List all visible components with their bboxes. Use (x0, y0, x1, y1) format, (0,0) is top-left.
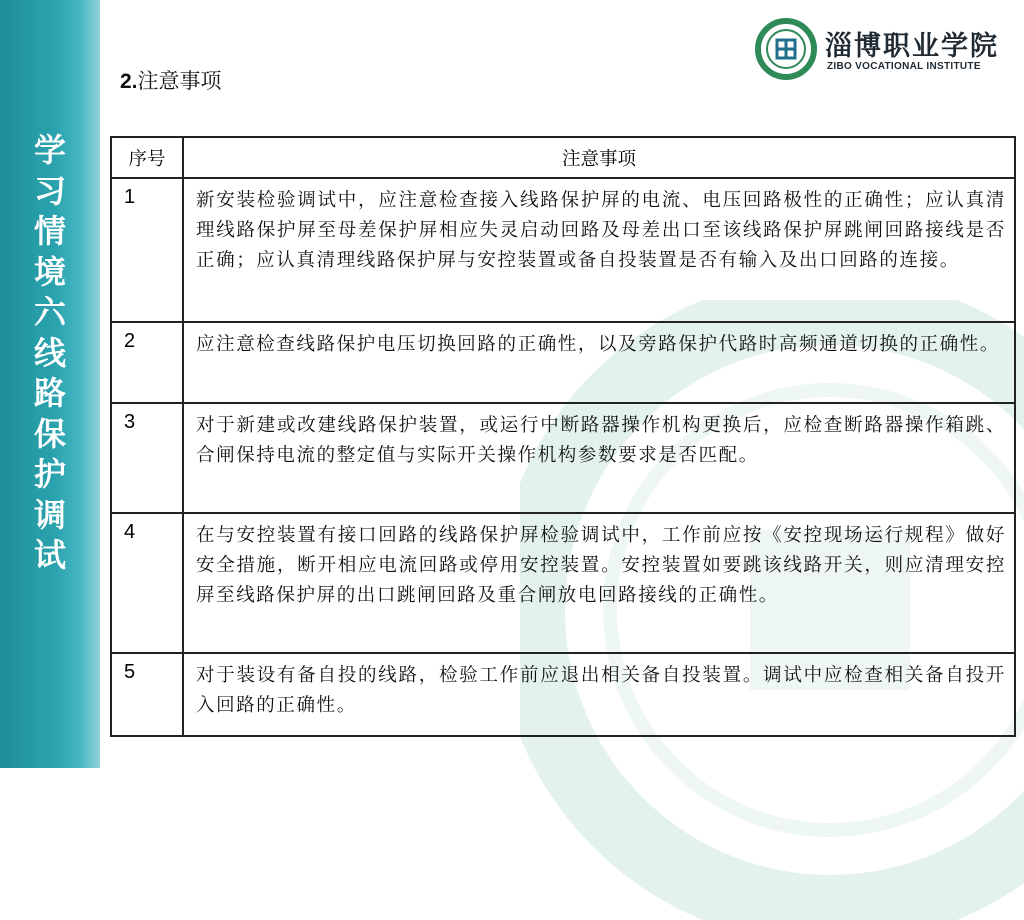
title-char: 试 (33, 536, 66, 574)
row-text: 在与安控装置有接口回路的线路保护屏检验调试中，工作前应按《安控现场运行规程》做好安全措施，断开相应电流回路或停用安控装置。安控装置如要跳该线路开关，则应清理安控屏至线路保护屏的出口跳闸回路及重合闸放电回路接线的正确性。 (183, 513, 1015, 653)
row-text: 应注意检查线路保护电压切换回路的正确性，以及旁路保护代路时高频通道切换的正确性。 (183, 322, 1015, 403)
school-emblem-icon (755, 18, 817, 80)
title-char: 情 (33, 212, 66, 250)
row-number: 2 (111, 322, 183, 403)
vertical-title (0, 130, 100, 576)
header-notes: 注意事项 (183, 137, 1015, 178)
notes-table (110, 136, 1016, 737)
row-text: 新安装检验调试中，应注意检查接入线路保护屏的电流、电压回路极性的正确性；应认真清理线路保护屏至母差保护屏相应失灵启动回路及母差出口至该线路保护屏跳闸回路接线是否正确；应认真清理线路保护屏与安控装置或备自投装置是否有输入及出口回路的连接。 (183, 178, 1015, 322)
row-number: 3 (111, 403, 183, 513)
table-row (111, 178, 1015, 322)
school-name-en: ZIBO VOCATIONAL INSTITUTE (827, 61, 981, 72)
section-heading (120, 65, 222, 95)
header-index: 序号 (111, 137, 183, 178)
section-number: 2. (120, 70, 138, 93)
title-char: 护 (33, 455, 66, 493)
section-title: 注意事项 (137, 69, 222, 93)
table-header-row (111, 137, 1015, 178)
table (110, 136, 1016, 737)
left-sidebar (0, 0, 100, 768)
row-number: 4 (111, 513, 183, 653)
table-row (111, 513, 1015, 653)
table-row (111, 653, 1015, 736)
title-char: 保 (33, 414, 66, 453)
title-char: 路 (33, 374, 66, 412)
title-char: 线 (33, 333, 66, 372)
row-number: 1 (111, 178, 183, 322)
title-char: 习 (33, 171, 66, 210)
row-text: 对于新建或改建线路保护装置，或运行中断路器操作机构更换后，应检查断路器操作箱跳、合闸保持电流的整定值与实际开关操作机构参数要求是否匹配。 (183, 403, 1015, 513)
title-char: 境 (33, 252, 66, 291)
row-number: 5 (111, 653, 183, 736)
title-char: 六 (33, 293, 66, 331)
school-logo (755, 18, 1015, 80)
title-char: 调 (33, 495, 66, 534)
school-name-cn: 淄博职业学院 (825, 31, 999, 62)
table-row (111, 322, 1015, 403)
table-row (111, 403, 1015, 513)
row-text: 对于装设有备自投的线路，检验工作前应退出相关备自投装置。调试中应检查相关备自投开入回路的正确性。 (183, 653, 1015, 736)
title-char: 学 (33, 131, 66, 169)
